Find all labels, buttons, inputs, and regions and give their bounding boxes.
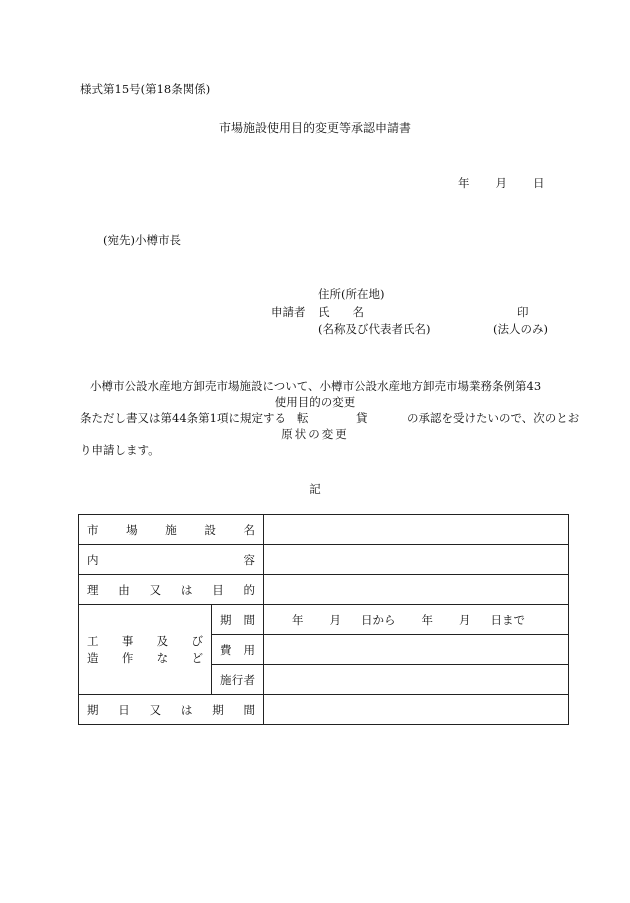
addressee: (宛先)小樽市長 [103,233,181,247]
body-line-1: 小樽市公設水産地方卸売市場施設について、小樽市公設水産地方卸売市場業務条例第43 [90,379,542,393]
period-label: 期間 [212,605,264,635]
option-sublease-tai: 貸 [356,411,368,425]
date-day: 日 [533,176,545,190]
form-number: 様式第15号(第18条関係) [80,82,211,96]
body-line-3: り申請します。 [80,443,160,457]
date-or-period-label: 期日又は期間 [79,695,264,725]
seal-mark: 印 [517,305,529,319]
body-line-2-post: の承認を受けたいので、次のとお [407,411,580,425]
period-field[interactable] [264,605,569,635]
content-field[interactable] [264,545,569,575]
construction-group-label [79,605,212,695]
corporation-only-note: (法人のみ) [493,322,548,336]
date-month: 月 [495,176,507,190]
application-date [458,176,545,190]
date-or-period-field[interactable] [264,695,569,725]
applicant-name-sub: (名称及び代表者氏名) [318,322,431,336]
option-purpose-change: 使用目的の変更 [274,395,356,409]
period-value [272,612,560,628]
application-table [78,514,569,725]
table-row [79,695,569,725]
period-y1: 年 [292,612,304,627]
reason-label: 理由又は目的 [79,575,264,605]
cost-field[interactable] [264,635,569,665]
content-label: 内容 [79,545,264,575]
ki-heading: 記 [309,482,321,496]
period-m1: 月 [329,612,341,627]
option-sublease-ten: 転 [297,411,309,425]
date-year: 年 [458,176,470,190]
facility-name-label: 市場施設名 [79,515,264,545]
applicant-role-label: 申請者 [271,305,306,319]
contractor-field[interactable] [264,665,569,695]
group-label-line-2: 造作など [87,650,203,665]
period-y2: 年 [421,612,433,627]
body-line-2-pre: 条ただし書又は第44条第1項に規定する [80,411,286,425]
reason-field[interactable] [264,575,569,605]
group-label-line-1: 工事及び [87,633,203,648]
document-title: 市場施設使用目的変更等承認申請書 [218,121,411,135]
table-row [79,515,569,545]
period-d1: 日から [361,612,396,627]
period-m2: 月 [459,612,471,627]
cost-label: 費用 [212,635,264,665]
table-row [79,575,569,605]
contractor-label: 施行者 [212,665,264,695]
period-d2: 日まで [490,612,525,627]
table-row [79,545,569,575]
facility-name-field[interactable] [264,515,569,545]
table-row [79,605,569,635]
option-restoration: 原状の変更 [281,427,349,441]
applicant-name-label: 氏 名 [318,305,364,319]
applicant-address-label: 住所(所在地) [318,287,385,301]
